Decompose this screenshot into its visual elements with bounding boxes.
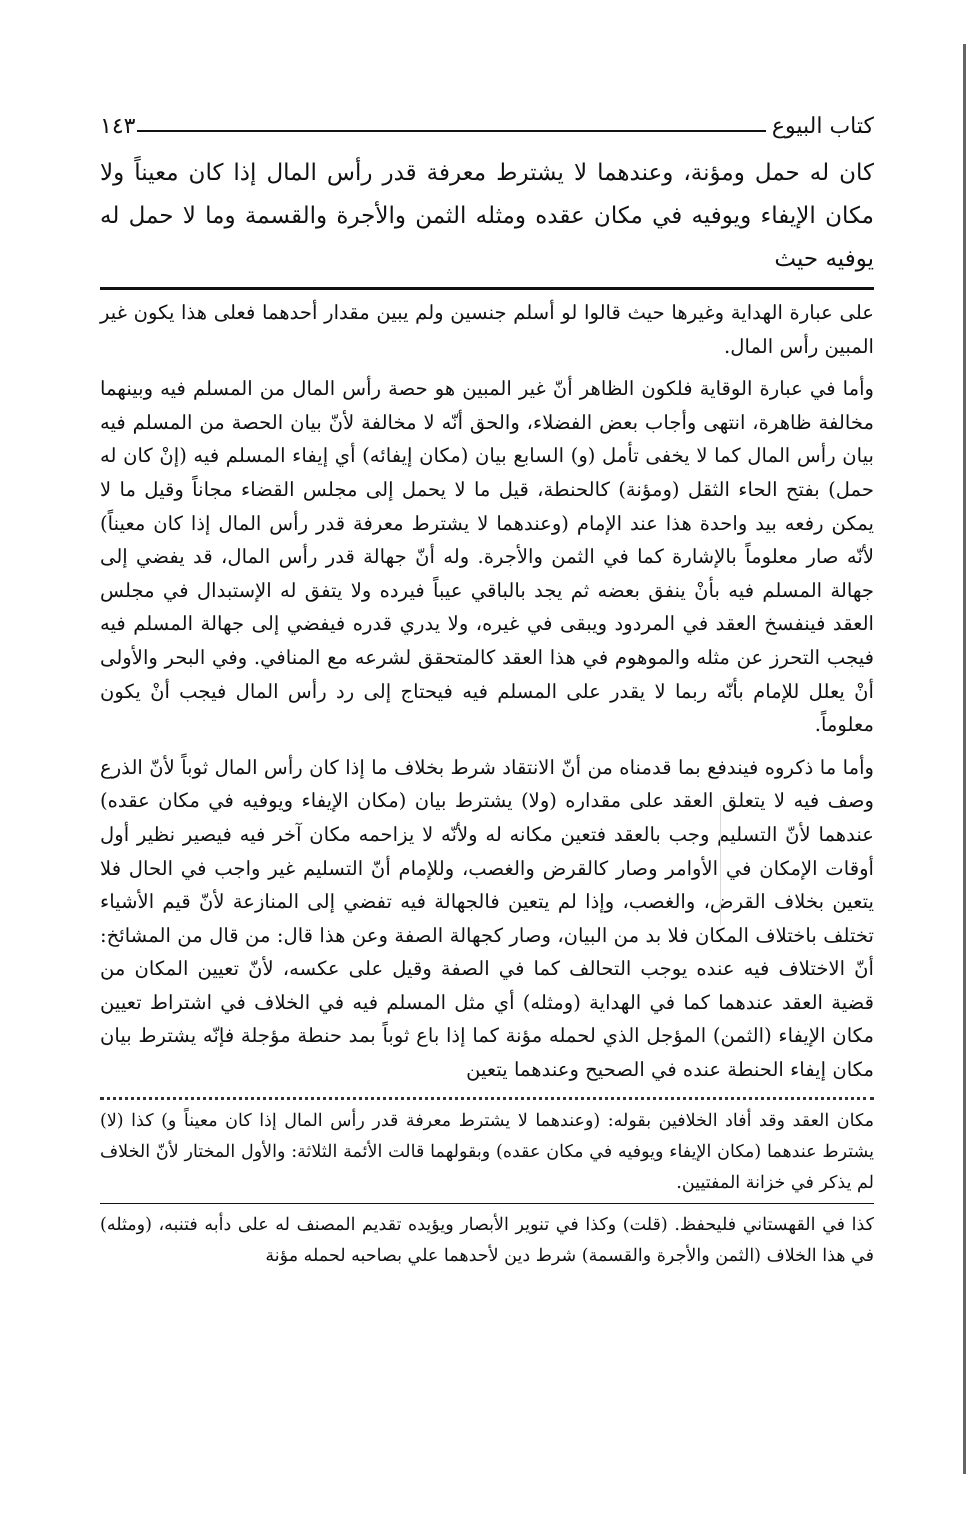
footnote-paragraph: مكان العقد وقد أفاد الخلافين بقوله: (وعندهما لا يشترط معرفة قدر رأس المال إذا كان معيناً و) كذا (لا) يشترط عندهما (مكان الإيفاء ويوفيه في مكان عقده) وبقولهما قالت الأئمة الثلاثة: والأول المختار لأنّ الخلاف لم يذكر في خزانة المفتيين. — [100, 1110, 874, 1193]
matn-block — [100, 152, 874, 281]
header-rule — [137, 130, 765, 132]
footnote-dotted-separator — [100, 1097, 874, 1100]
faint-scan-line — [720, 805, 721, 925]
footnote-block — [100, 1106, 874, 1272]
footnote-inner-rule — [100, 1203, 874, 1204]
running-header — [100, 104, 874, 138]
page-edge-shadow — [963, 44, 966, 1474]
commentary-block — [100, 296, 874, 1087]
matn-separator-rule — [100, 287, 874, 290]
page-number: ١٤٣ — [100, 114, 136, 139]
footnote-paragraph: كذا في القهستاني فليحفظ. (قلت) وكذا في تنوير الأبصار ويؤيده تقديم المصنف له على دأبه فتنبه، (ومثله) في هذا الخلاف (الثمن والأجرة والقسمة) شرط دين لأحدهما علي بصاحبه لحمله مؤنة — [100, 1214, 874, 1266]
matn-text: كان له حمل ومؤنة، وعندهما لا يشترط معرفة قدر رأس المال إذا كان معيناً ولا مكان الإيفاء ويوفيه في مكان عقده ومثله الثمن والأجرة والقسمة وما لا حمل له يوفيه حيث — [100, 160, 874, 272]
commentary-paragraph: وأما ما ذكروه فيندفع بما قدمناه من أنّ الانتقاد شرط بخلاف ما إذا كان رأس المال ثوباً لأنّ الذرع وصف فيه لا يتعلق العقد على مقداره (ولا) يشترط بيان (مكان الإيفاء ويوفيه في مكان عقده) عندهما لأنّ التسليم وجب بالعقد فتعين مكانه له ولأنّه لا يزاحمه مكان آخر فيه فيصير نظير أول أوقات الإمكان في الأوامر وصار كالقرض والغصب، وللإمام أنّ التسليم غير واجب في الحال فلا يتعين بخلاف القرض، والغصب، وإذا لم يتعين فالجهالة فيه تفضي إلى المنازعة لأنّ قيم الأشياء تختلف باختلاف المكان فلا بد من البيان، وصار كجهالة الصفة وعن هذا قال: من قال من المشائخ: أنّ الاختلاف فيه عنده يوجب التحالف كما في الصفة وقيل على عكسه، لأنّ تعيين المكان من قضية العقد عندهما كما في الهداية (ومثله) أي مثل المسلم فيه في الخلاف في اشتراط تعيين مكان الإيفاء (الثمن) المؤجل الذي لحمله مؤنة كما إذا باع ثوباً بمد حنطة مؤجلة فإنّه يشترط بيان مكان إيفاء الحنطة عنده في الصحيح وعندهما يتعين — [100, 755, 874, 1082]
commentary-paragraph: على عبارة الهداية وغيرها حيث قالوا لو أسلم جنسين ولم يبين مقدار أحدهما فعلى هذا يكون غير المبين رأس المال. — [100, 301, 874, 358]
commentary-paragraph: وأما في عبارة الوقاية فلكون الظاهر أنّ غير المبين هو حصة رأس المال من المسلم فيه وبينهما مخالفة ظاهرة، انتهى وأجاب بعض الفضلاء، والحق أنّه لا مخالفة لأنّ بيان الحصة من المسلم فيه بيان رأس المال كما لا يخفى تأمل (و) السابع بيان (مكان إيفائه) أي إيفاء المسلم فيه (إنْ كان له حمل) بفتح الحاء الثقل (ومؤنة) كالحنطة، قيل ما لا يحمل إلى مجلس القضاء مجاناً وقيل ما لا يمكن رفعه بيد واحدة هذا عند الإمام (وعندهما لا يشترط معرفة قدر رأس المال إذا كان معيناً) لأنّه صار معلوماً بالإشارة كما في الثمن والأجرة. وله أنّ جهالة قدر رأس المال، قد يفضي إلى جهالة المسلم فيه بأنْ ينفق بعضه ثم يجد بالباقي عيباً فيرده ولا يتفق له الإستبدال في مجلس العقد فينفسخ العقد في المردود ويبقى في غيره، ولا يدري قدره فيفضي إلى جهالة المسلم فيه فيجب التحرز عن مثله والموهوم في هذا العقد كالمتحقق لشرعه مع المنافي. وفي البحر والأولى أنْ يعلل للإمام بأنّه ربما لا يقدر على المسلم فيه فيحتاج إلى رد رأس المال فيجب أنْ يكون معلوماً. — [100, 377, 874, 737]
book-title: كتاب البيوع — [771, 114, 874, 139]
